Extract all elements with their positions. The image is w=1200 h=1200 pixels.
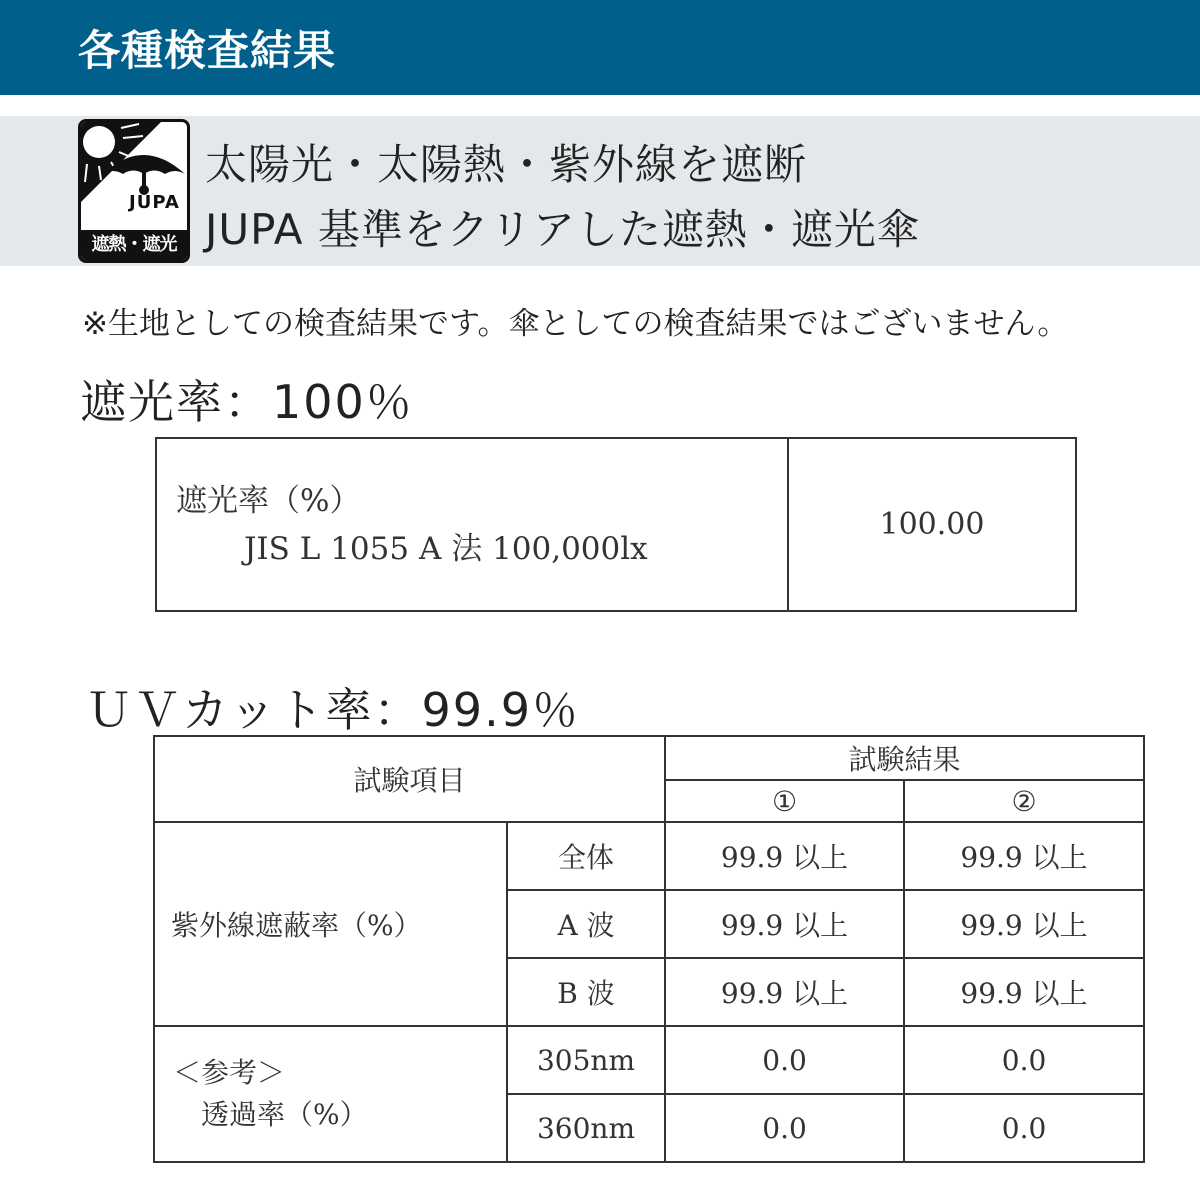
row-value-1: 0.0 (665, 1094, 904, 1162)
page-title: 各種検査結果 (78, 26, 337, 75)
row-sub-label: 305nm (507, 1026, 665, 1094)
row-sub-label: 全体 (507, 822, 665, 890)
row-sub-label: 360nm (507, 1094, 665, 1162)
shading-label-cell (156, 438, 788, 611)
badge-text: JUPA (129, 192, 180, 213)
row-value-1: 99.9 以上 (665, 822, 904, 890)
shading-method: JIS L 1055 A 法 100,000lx (244, 530, 648, 567)
shading-label: 遮光率（%） (176, 482, 361, 519)
row-value-2: 0.0 (904, 1094, 1144, 1162)
row-value-2: 99.9 以上 (904, 958, 1144, 1026)
header-col-2: ② (904, 780, 1144, 822)
page-header (0, 0, 1200, 95)
row-value-2: 99.9 以上 (904, 890, 1144, 958)
banner-line-1: 太陽光・太陽熱・紫外線を遮断 (205, 140, 808, 189)
row-value-1: 99.9 以上 (665, 890, 904, 958)
badge-label: 遮熱・遮光 (81, 230, 187, 260)
shading-table (155, 437, 1077, 612)
uv-heading: ＵＶカット率：99.9％ (86, 683, 580, 737)
uv-table (153, 735, 1145, 1163)
banner-line-2: JUPA 基準をクリアした遮熱・遮光傘 (205, 205, 920, 254)
row-sub-label: B 波 (507, 958, 665, 1026)
group-uv-shielding: 紫外線遮蔽率（%） (154, 822, 507, 1026)
row-value-2: 0.0 (904, 1026, 1144, 1094)
group-reference-label: ＜参考＞ (173, 1056, 286, 1089)
header-test-item: 試験項目 (154, 736, 665, 822)
shading-heading: 遮光率：100％ (80, 375, 414, 429)
header-col-1: ① (665, 780, 904, 822)
row-sub-label: A 波 (507, 890, 665, 958)
jupa-badge (78, 119, 190, 263)
row-value-1: 0.0 (665, 1026, 904, 1094)
group-transmittance-label: 透過率（%） (201, 1098, 368, 1131)
sun-umbrella-icon (81, 122, 187, 230)
disclaimer-note: ※生地としての検査結果です。傘としての検査結果ではございません。 (82, 306, 1069, 342)
group-transmittance (154, 1026, 507, 1162)
shading-value: 100.00 (788, 438, 1076, 611)
header-test-result: 試験結果 (665, 736, 1144, 780)
row-value-1: 99.9 以上 (665, 958, 904, 1026)
row-value-2: 99.9 以上 (904, 822, 1144, 890)
